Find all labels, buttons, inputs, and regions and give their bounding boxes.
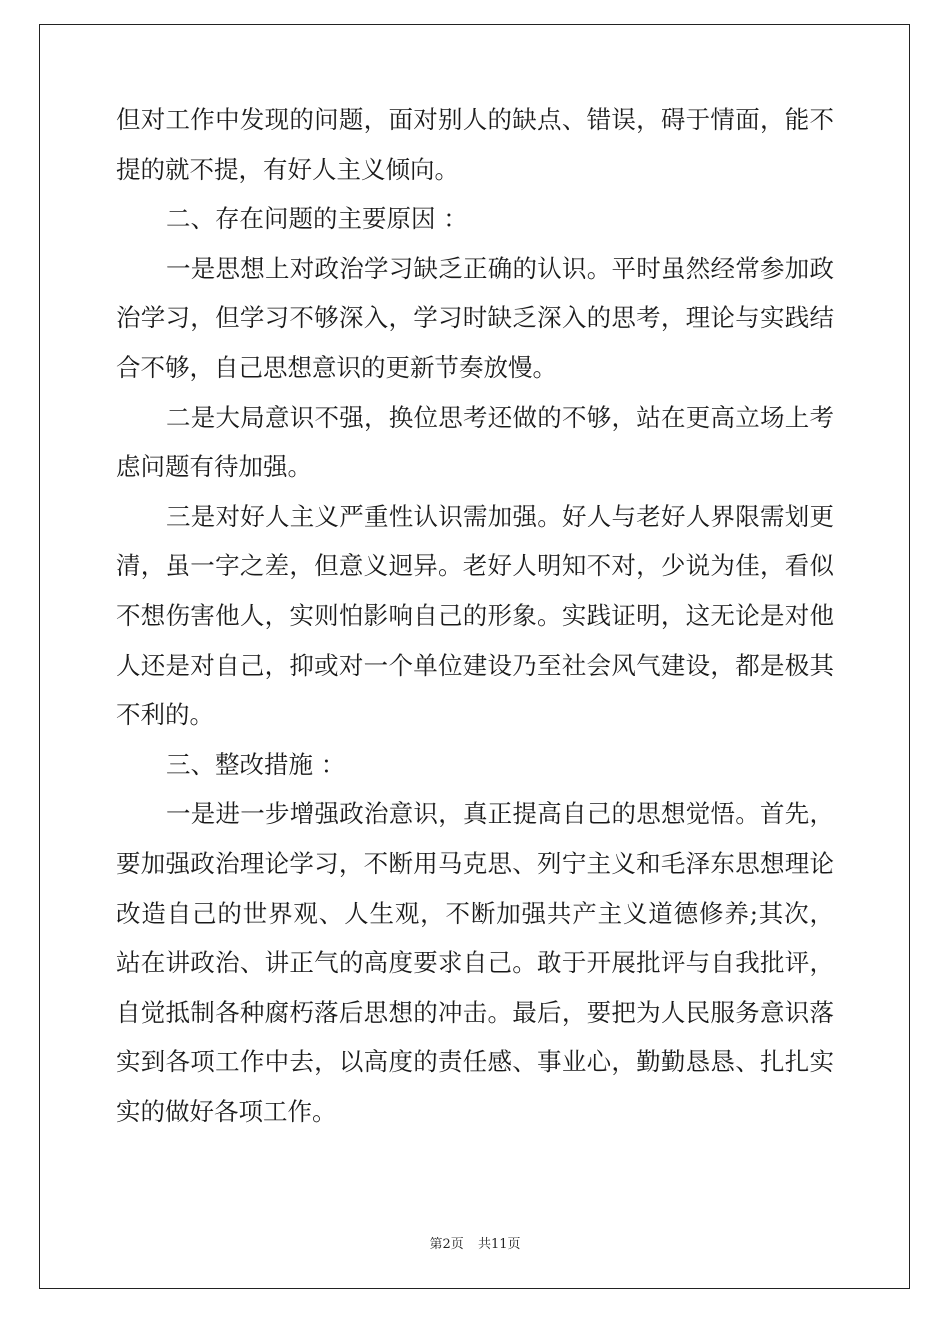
paragraph-cause-3: 三是对好人主义严重性认识需加强。好人与老好人界限需划更清，虽一字之差，但意义迥异。老好人明知不对，少说为佳，看似不想伤害他人，实则怕影响自己的形象。实践证明，这无论是对他人还是对自己，抑或对一个单位建设乃至社会风气建设，都是极其不利的。 <box>116 501 834 730</box>
paragraph-continuation: 但对工作中发现的问题，面对别人的缺点、错误，碍于情面，能不提的就不提，有好人主义倾向。 <box>116 105 834 184</box>
section-heading-causes: 二、存在问题的主要原因 ： <box>166 204 468 234</box>
paragraph-cause-2: 二是大局意识不强，换位思考还做的不够，站在更高立场上考虑问题有待加强。 <box>116 402 834 482</box>
section-heading-measures: 三、整改措施 ： <box>166 749 346 779</box>
document-body <box>116 95 834 1136</box>
page-total: 共11页 <box>477 1237 521 1252</box>
paragraph-cause-1: 一是思想上对政治学习缺乏正确的认识。平时虽然经常参加政治学习，但学习不够深入，学习时缺乏深入的思考，理论与实践结合不够，自己思想意识的更新节奏放慢。 <box>116 253 834 382</box>
paragraph-measure-1: 一是进一步增强政治意识，真正提高自己的思想觉悟。首先，要加强政治理论学习，不断用马克思、列宁主义和毛泽东思想理论改造自己的世界观、人生观，不断加强共产主义道德修养;其次，站在讲政治、讲正气的高度要求自己。敢于开展批评与自我批评，自觉抵制各种腐朽落后思想的冲击。最后，要把为人民服务意识落实到各项工作中去，以高度的责任感、事业心，勤勤恳恳、扎扎实实的做好各项工作。 <box>116 799 834 1126</box>
page-number: 第2页 <box>429 1237 464 1252</box>
page-footer <box>0 1233 950 1252</box>
